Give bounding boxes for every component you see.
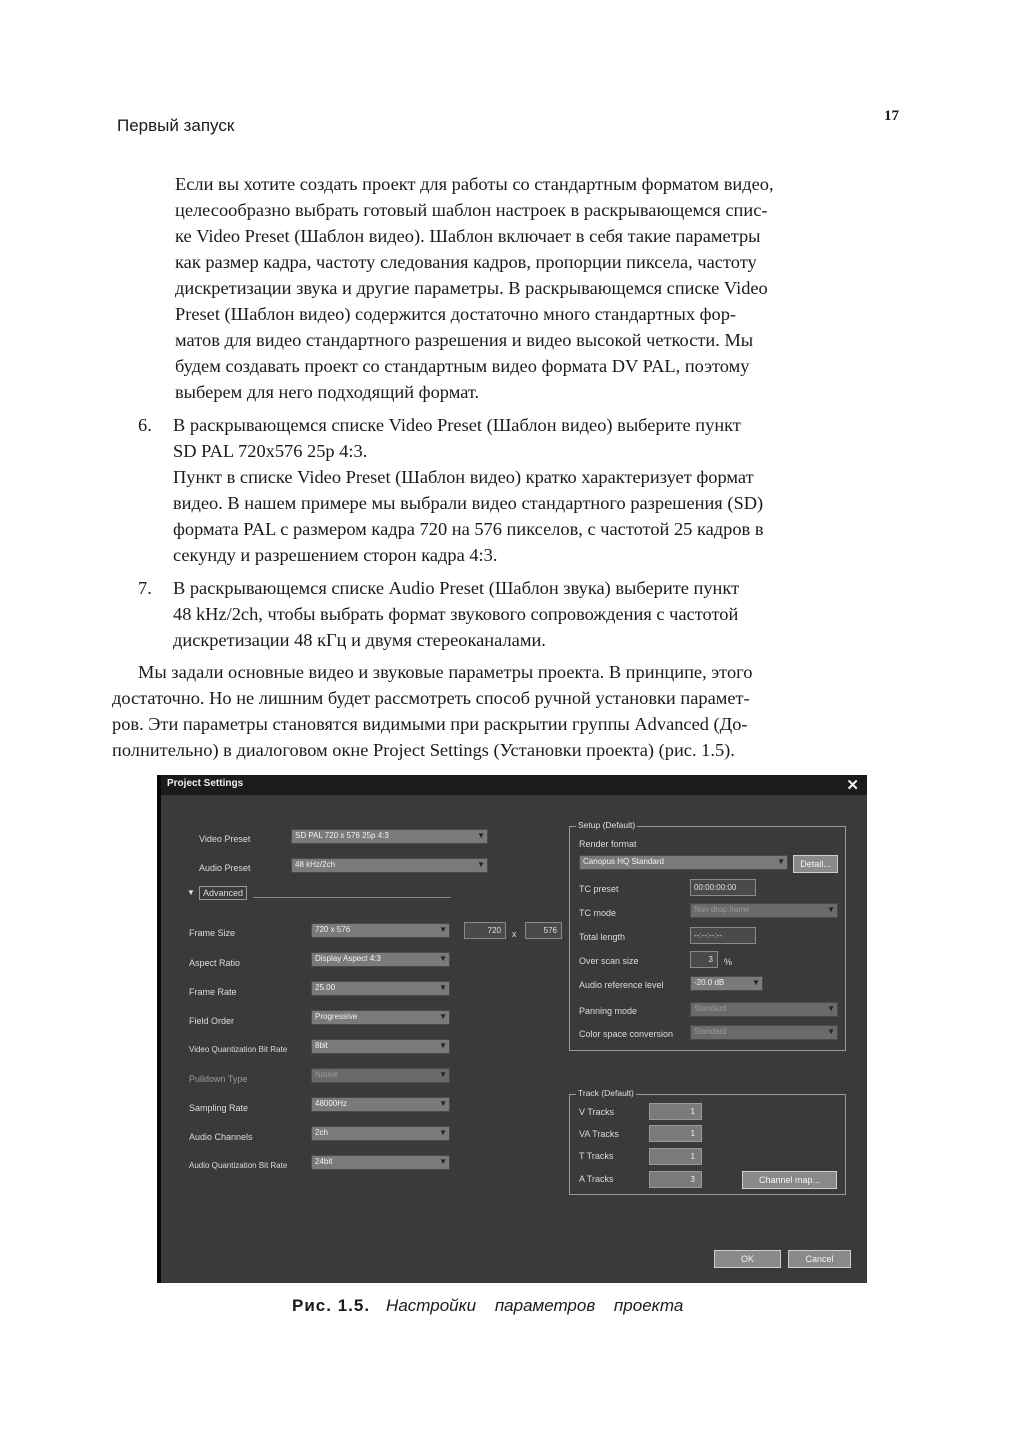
divider <box>253 897 451 898</box>
text-line: SD PAL 720x576 25p 4:3. <box>173 441 368 461</box>
text-line: В раскрывающемся списке Video Preset (Шаблон видео) выберите пункт <box>173 415 741 435</box>
chevron-down-icon: ▼ <box>439 925 447 934</box>
audio-quantization-dropdown[interactable] <box>311 1155 450 1170</box>
chevron-down-icon: ▼ <box>439 1012 447 1021</box>
chevron-down-icon: ▼ <box>777 857 785 866</box>
pulldown-type-dropdown[interactable] <box>311 1068 450 1083</box>
chevron-down-icon: ▼ <box>439 1070 447 1079</box>
dialog-title: Project Settings <box>167 778 244 789</box>
tc-mode-label: TC mode <box>579 908 617 918</box>
text-line: ке Video Preset (Шаблон видео). Шаблон включает в себя такие параметры <box>175 226 761 246</box>
video-quantization-dropdown[interactable] <box>311 1039 450 1054</box>
dropdown-value: 2ch <box>315 1128 328 1137</box>
dialog-titlebar <box>161 775 867 795</box>
dropdown-value: Canopus HQ Standard <box>583 857 664 866</box>
audio-preset-dropdown[interactable] <box>291 858 488 873</box>
chevron-down-icon: ▼ <box>439 1128 447 1137</box>
va-tracks-input[interactable]: 1 <box>649 1125 702 1142</box>
audio-reference-label: Audio reference level <box>579 980 664 990</box>
text-line: полнительно) в диалоговом окне Project Settings (Установки проекта) (рис. 1.5). <box>112 740 735 760</box>
audio-preset-label: Audio Preset <box>199 863 251 873</box>
field-order-dropdown[interactable] <box>311 1010 450 1025</box>
channel-map-button[interactable]: Channel map... <box>742 1171 837 1189</box>
render-format-dropdown[interactable] <box>579 855 788 870</box>
detail-button[interactable]: Detail... <box>793 855 838 873</box>
sampling-rate-dropdown[interactable] <box>311 1097 450 1112</box>
dropdown-value: 720 x 576 <box>315 925 351 934</box>
total-length-label: Total length <box>579 932 626 942</box>
over-scan-input[interactable]: 3 <box>690 951 718 968</box>
chevron-down-icon: ▼ <box>827 1027 835 1036</box>
render-format-label: Render format <box>579 839 637 849</box>
frame-rate-label: Frame Rate <box>189 987 237 997</box>
expand-triangle-icon[interactable]: ▼ <box>187 888 195 897</box>
sampling-rate-label: Sampling Rate <box>189 1103 249 1113</box>
t-tracks-label: T Tracks <box>579 1151 614 1161</box>
color-space-label: Color space conversion <box>579 1029 674 1039</box>
va-tracks-label: VA Tracks <box>579 1129 619 1139</box>
tc-preset-label: TC preset <box>579 884 619 894</box>
v-tracks-label: V Tracks <box>579 1107 615 1117</box>
step-number: 6. <box>138 415 152 435</box>
v-tracks-input[interactable]: 1 <box>649 1103 702 1120</box>
text-line: формата PAL с размером кадра 720 на 576 пикселов, с частотой 25 кадров в <box>173 519 764 539</box>
step-number: 7. <box>138 578 152 598</box>
chevron-down-icon: ▼ <box>752 978 760 987</box>
text-line: матов для видео стандартного разрешения и видео высокой четкости. Мы <box>175 330 754 350</box>
setup-group-label: Setup (Default) <box>578 820 636 830</box>
video-quantization-label: Video Quantization Bit Rate <box>189 1045 288 1054</box>
chevron-down-icon: ▼ <box>439 983 447 992</box>
frame-height-input[interactable]: 576 <box>525 922 562 939</box>
text-line: дискретизации звука и другие параметры. В раскрывающемся списке Video <box>175 278 768 298</box>
video-preset-dropdown[interactable] <box>291 829 488 844</box>
audio-preset-value: 48 kHz/2ch <box>295 860 336 869</box>
text-line: ров. Эти параметры становятся видимыми при раскрытии группы Advanced (До- <box>112 714 748 734</box>
a-tracks-label: A Tracks <box>579 1174 614 1184</box>
chevron-down-icon: ▼ <box>827 1004 835 1013</box>
page-number: 17 <box>884 108 899 124</box>
audio-quantization-label: Audio Quantization Bit Rate <box>189 1161 288 1170</box>
project-settings-dialog <box>157 775 867 1283</box>
tc-preset-input[interactable]: 00:00:00:00 <box>690 879 756 896</box>
audio-reference-dropdown[interactable] <box>690 976 763 991</box>
chevron-down-icon: ▼ <box>439 1041 447 1050</box>
over-scan-unit: % <box>724 957 733 967</box>
chevron-down-icon: ▼ <box>439 1099 447 1108</box>
caption-label: Рис. 1.5. <box>292 1296 371 1315</box>
text-line: Preset (Шаблон видео) содержится достаточно много стандартных фор- <box>175 304 737 324</box>
advanced-toggle[interactable]: Advanced <box>199 886 247 900</box>
close-icon[interactable]: ✕ <box>846 777 859 794</box>
dropdown-value: Standard <box>694 1027 727 1036</box>
text-line: Пункт в списке Video Preset (Шаблон видео) кратко характеризует формат <box>173 467 754 487</box>
text-line: Если вы хотите создать проект для работы со стандартным форматом видео, <box>175 174 774 194</box>
t-tracks-input[interactable]: 1 <box>649 1148 702 1165</box>
chevron-down-icon: ▼ <box>827 905 835 914</box>
dropdown-value: Standard <box>694 1004 727 1013</box>
panning-mode-label: Panning mode <box>579 1006 638 1016</box>
section-title: Первый запуск <box>117 116 235 135</box>
field-order-label: Field Order <box>189 1016 235 1026</box>
frame-x-label: x <box>512 929 517 939</box>
color-space-dropdown[interactable] <box>690 1025 838 1040</box>
pulldown-type-label: Pulldown Type <box>189 1074 248 1084</box>
over-scan-label: Over scan size <box>579 956 639 966</box>
dropdown-value: Non drop frame <box>694 905 750 914</box>
video-preset-value: SD PAL 720 x 576 25p 4:3 <box>295 831 389 840</box>
chevron-down-icon: ▼ <box>477 860 485 869</box>
frame-rate-dropdown[interactable] <box>311 981 450 996</box>
video-preset-label: Video Preset <box>199 834 251 844</box>
text-line: Мы задали основные видео и звуковые параметры проекта. В принципе, этого <box>138 662 753 682</box>
aspect-ratio-label: Aspect Ratio <box>189 958 241 968</box>
text-line: В раскрывающемся списке Audio Preset (Шаблон звука) выберите пункт <box>173 578 740 598</box>
caption-text: Настройки параметров проекта <box>386 1296 684 1315</box>
text-line: видео. В нашем примере мы выбрали видео стандартного разрешения (SD) <box>173 493 764 513</box>
ok-button[interactable]: OK <box>714 1250 781 1268</box>
chevron-down-icon: ▼ <box>477 831 485 840</box>
aspect-ratio-dropdown[interactable] <box>311 952 450 967</box>
text-line: целесообразно выбрать готовый шаблон настроек в раскрывающемся спис- <box>175 200 768 220</box>
dropdown-value: Display Aspect 4:3 <box>315 954 381 963</box>
audio-channels-label: Audio Channels <box>189 1132 253 1142</box>
chevron-down-icon: ▼ <box>439 954 447 963</box>
dropdown-value: 24bit <box>315 1157 333 1166</box>
dropdown-value: 25.00 <box>315 983 336 992</box>
audio-channels-dropdown[interactable] <box>311 1126 450 1141</box>
dropdown-value: 48000Hz <box>315 1099 348 1108</box>
text-line: выберем для него подходящий формат. <box>175 382 480 402</box>
total-length-input[interactable]: --:--:--:-- <box>690 927 756 944</box>
text-line: как размер кадра, частоту следования кадров, пропорции пиксела, частоту <box>175 252 757 272</box>
figure-caption <box>292 1296 683 1316</box>
dropdown-value: -20.0 dB <box>694 978 725 987</box>
a-tracks-input[interactable]: 3 <box>649 1171 702 1188</box>
cancel-button[interactable]: Cancel <box>788 1250 851 1268</box>
text-line: дискретизации 48 кГц и двумя стереоканалами. <box>173 630 546 650</box>
text-line: 48 kHz/2ch, чтобы выбрать формат звукового сопровождения с частотой <box>173 604 739 624</box>
panning-mode-dropdown[interactable] <box>690 1002 838 1017</box>
dropdown-value: 8bit <box>315 1041 328 1050</box>
text-line: будем создавать проект со стандартным видео формата DV PAL, поэтому <box>175 356 750 376</box>
text-line: секунду и разрешением сторон кадра 4:3. <box>173 545 498 565</box>
frame-size-label: Frame Size <box>189 928 236 938</box>
text-line: достаточно. Но не лишним будет рассмотреть способ ручной установки парамет- <box>112 688 750 708</box>
frame-width-input[interactable]: 720 <box>464 922 506 939</box>
chevron-down-icon: ▼ <box>439 1157 447 1166</box>
track-group-label: Track (Default) <box>578 1088 634 1098</box>
dropdown-value: Native <box>315 1070 338 1079</box>
tc-mode-dropdown[interactable] <box>690 903 838 918</box>
frame-size-dropdown[interactable] <box>311 923 450 938</box>
dropdown-value: Progressive <box>315 1012 358 1021</box>
